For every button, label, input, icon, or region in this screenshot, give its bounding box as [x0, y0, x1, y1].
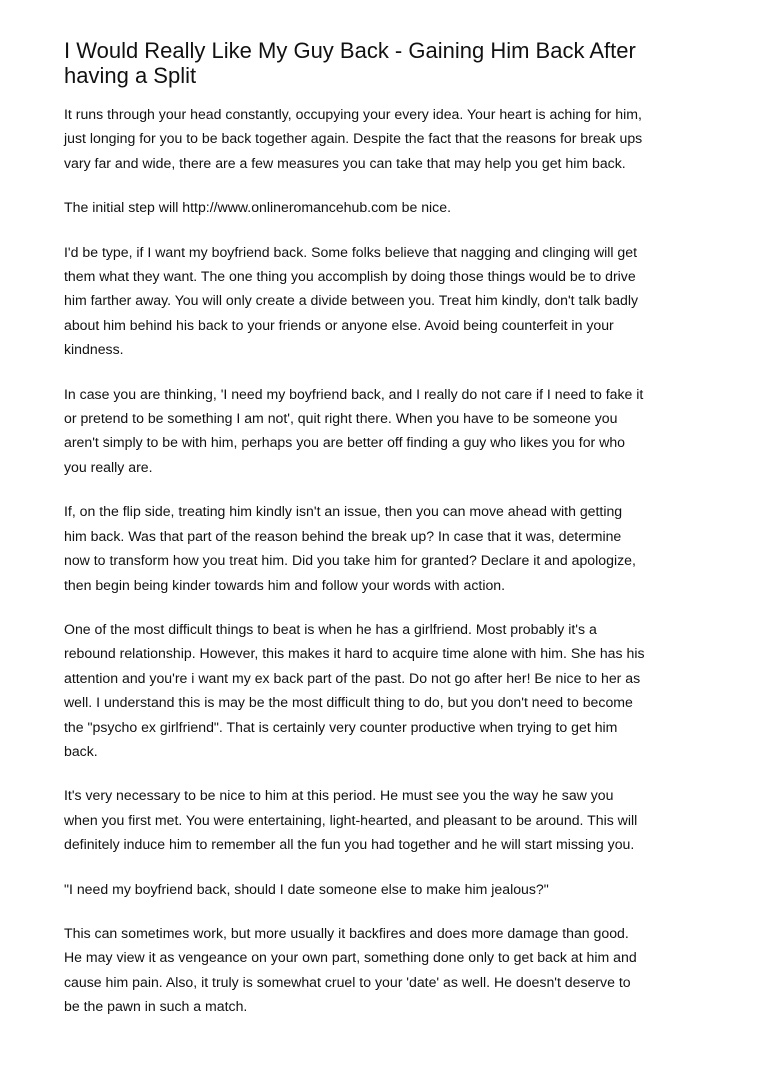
title-line: having a Split	[64, 63, 197, 88]
paragraph	[64, 877, 714, 901]
title-line: I Would Really Like My Guy Back - Gaining Him Back After	[64, 38, 636, 63]
document-body	[64, 102, 714, 1019]
paragraph-line: cause him pain. Also, it truly is somewhat cruel to your 'date' as well. He doesn't deserve to	[64, 973, 631, 990]
paragraph-line: about him behind his back to your friends or anyone else. Avoid being counterfeit in your	[64, 316, 614, 333]
paragraph-line: back.	[64, 742, 98, 759]
paragraph-line: It runs through your head constantly, occupying your every idea. Your heart is aching for him,	[64, 106, 642, 122]
paragraph-line: I'd be type, if I want my boyfriend back. Some folks believe that nagging and clinging will get	[64, 243, 638, 260]
paragraph-line: It's very necessary to be nice to him at this period. He must see you the way he saw you	[64, 787, 614, 804]
paragraph-line: The initial step will http://www.onlineromancehub.com be nice.	[64, 199, 451, 216]
paragraph-line: If, on the flip side, treating him kindly isn't an issue, then you can move ahead with getting	[64, 503, 623, 520]
paragraph-line: when you first met. You were entertaining, light-hearted, and pleasant to be around. This will	[64, 811, 638, 828]
paragraph-line: them what they want. The one thing you accomplish by doing those things would be to drive	[64, 268, 636, 285]
paragraph-line: him farther away. You will only create a divide between you. Treat him kindly, don't talk badly	[64, 292, 639, 309]
paragraph-line: vary far and wide, there are a few measures you can take that may help you get him back.	[64, 154, 626, 171]
document-title	[64, 38, 714, 88]
paragraph	[64, 499, 714, 597]
paragraph-line: This can sometimes work, but more usually it backfires and does more damage than good.	[64, 924, 629, 941]
paragraph-line: then begin being kinder towards him and follow your words with action.	[64, 576, 506, 593]
paragraph	[64, 382, 714, 480]
paragraph-line: well. I understand this is may be the most difficult thing to do, but you don't need to become	[64, 694, 633, 711]
paragraph	[64, 921, 714, 1019]
paragraph	[64, 102, 714, 175]
paragraph	[64, 195, 714, 219]
paragraph-line: be the pawn in such a match.	[64, 998, 248, 1015]
paragraph	[64, 240, 714, 362]
paragraph-line: He may view it as vengeance on your own part, something done only to get back at him and	[64, 949, 637, 966]
paragraph-line: or pretend to be something I am not', quit right there. When you have to be someone you	[64, 410, 618, 427]
paragraph-line: aren't simply to be with him, perhaps you are better off finding a guy who likes you for who	[64, 434, 625, 451]
paragraph-line: rebound relationship. However, this makes it hard to acquire time alone with him. She has his	[64, 645, 645, 662]
paragraph-line: you really are.	[64, 458, 153, 475]
paragraph-line: "I need my boyfriend back, should I date someone else to make him jealous?"	[64, 880, 549, 897]
paragraph	[64, 783, 714, 856]
paragraph-line: In case you are thinking, 'I need my boyfriend back, and I really do not care if I need to fake it	[64, 385, 644, 402]
paragraph-line: now to transform how you treat him. Did you take him for granted? Declare it and apologize,	[64, 552, 636, 569]
paragraph-line: definitely induce him to remember all the fun you had together and he will start missing you.	[64, 836, 635, 853]
document-page	[64, 38, 714, 1039]
paragraph	[64, 617, 714, 763]
paragraph-line: just longing for you to be back together again. Despite the fact that the reasons for break ups	[64, 130, 643, 147]
paragraph-line: kindness.	[64, 341, 124, 358]
paragraph-line: attention and you're i want my ex back part of the past. Do not go after her! Be nice to her as	[64, 669, 641, 686]
paragraph-line: the "psycho ex girlfriend". That is certainly very counter productive when trying to get him	[64, 718, 618, 735]
paragraph-line: him back. Was that part of the reason behind the break up? In case that it was, determine	[64, 527, 622, 544]
paragraph-line: One of the most difficult things to beat is when he has a girlfriend. Most probably it's a	[64, 620, 597, 637]
